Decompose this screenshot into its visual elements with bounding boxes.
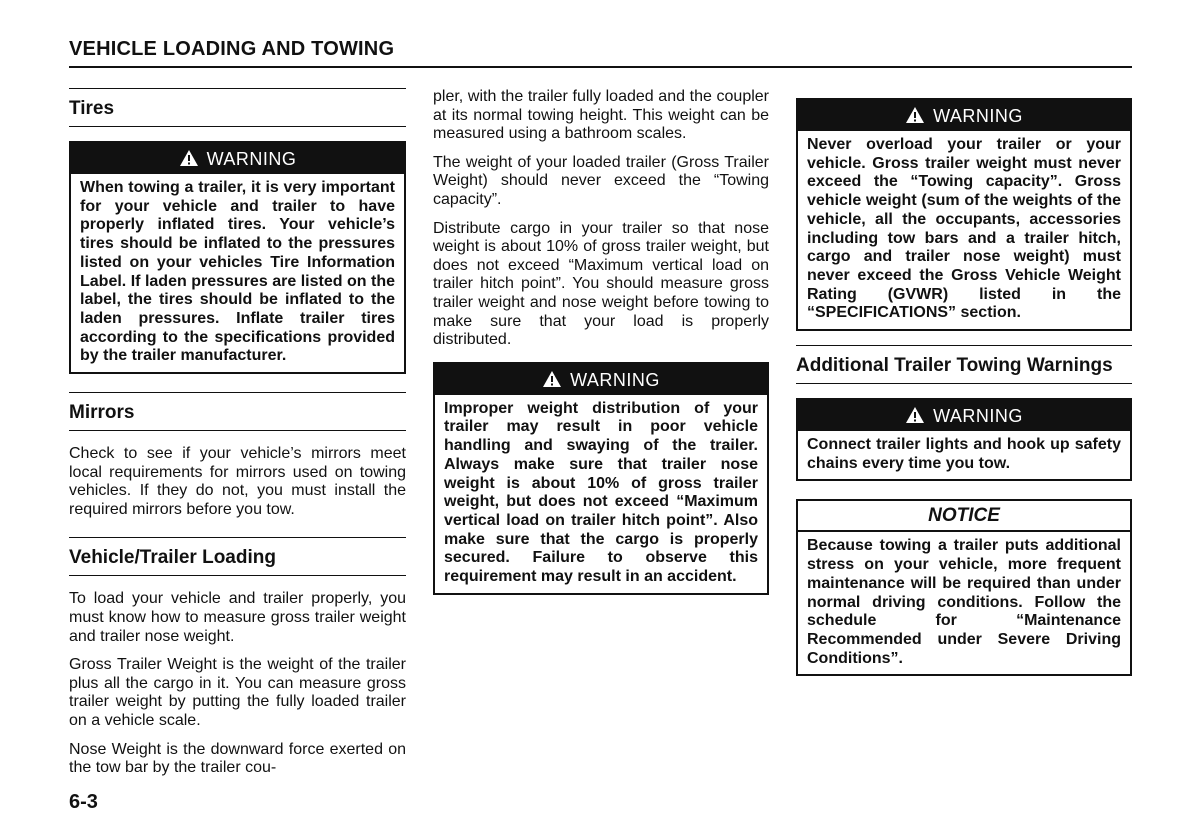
warning-triangle-icon [179,149,199,167]
section-title-mirrors: Mirrors [69,392,406,431]
paragraph-gross-trailer-weight: Gross Trailer Weight is the weight of the trailer plus all the cargo in it. You can measure gross trailer weight by putting the fully loaded trailer on a vehicle scale. [69,656,406,729]
section-title-loading: Vehicle/Trailer Loading [69,537,406,576]
warning-triangle-icon [905,106,925,124]
paragraph-distribute-cargo: Distribute cargo in your trailer so that nose weight is about 10% of gross trailer weight, but does not exceed “Maximum vertical load on trailer hitch point”. You should measure gross trailer weight and nose weight before towing to make sure that your load is properly distributed. [433,219,769,349]
warning-triangle-icon [905,406,925,424]
warning-box-weight-distribution [433,362,769,595]
warning-label: WARNING [206,149,297,169]
warning-text: Never overload your trailer or your vehicle. Gross trailer weight must never exceed the “Towing capacity”. Gross vehicle weight (sum of the weights of the vehicle, all the occupants, accessories including tow bars and a trailer hitch, cargo and trailer nose weight) must never exceed the Gross Vehicle Weight Rating (GVWR) listed in the “SPECIFICATIONS” section. [807,136,1121,322]
section-title-additional-warnings: Additional Trailer Towing Warnings [796,345,1132,384]
paragraph-towing-capacity: The weight of your loaded trailer (Gross Trailer Weight) should never exceed the “Towing capacity”. [433,153,769,208]
warning-text: Improper weight distribution of your trailer may result in poor vehicle handling and swaying of the trailer. Always make sure that trailer nose weight is about 10% of gross trailer weight, but does not exceed “Maximum vertical load on trailer hitch point”. Also make sure that the cargo is properly secured. Failure to observe this requirement may result in an accident. [444,399,758,586]
page-number: 6-3 [69,791,98,813]
warning-box-overload [796,98,1132,331]
section-title-tires: Tires [69,88,406,127]
paragraph-mirrors: Check to see if your vehicle’s mirrors meet local requirements for mirrors used on towing vehicles. If they do not, you must install the required mirrors before you tow. [69,445,406,518]
notice-text: Because towing a trailer puts additional stress on your vehicle, more frequent maintenance will be required than under normal driving conditions. Follow the schedule for “Maintenance Recommended under Severe Driving Conditions”. [807,537,1121,667]
notice-box-maintenance [796,499,1132,676]
paragraph-nose-weight: Nose Weight is the downward force exerted on the tow bar by the trailer cou- [69,740,406,777]
warning-header [435,364,767,395]
warning-triangle-icon [542,370,562,388]
warning-header [71,143,404,174]
paragraph-loading-intro: To load your vehicle and trailer properly, you must know how to measure gross trailer weight and trailer nose weight. [69,590,406,645]
warning-text: When towing a trailer, it is very important for your vehicle and trailer to have properly inflated tires. Your vehicle’s tires should be inflated to the pressures listed on your vehicles Tire Information Label. If laden pressures are listed on the label, the tires should be inflated to the laden pressures. Inflate trailer tires according to the specifications provided by the trailer manufacturer. [80,179,395,365]
warning-label: WARNING [933,106,1023,126]
notice-header: NOTICE [798,501,1130,532]
warning-box-lights-chains [796,398,1132,481]
warning-label: WARNING [933,406,1023,427]
page-header-title: VEHICLE LOADING AND TOWING [69,38,395,60]
warning-text: Connect trailer lights and hook up safety chains every time you tow. [807,436,1121,472]
warning-label: WARNING [570,369,660,390]
paragraph-coupler: pler, with the trailer fully loaded and the coupler at its normal towing height. This weight can be measured using a bathroom scales. [433,88,769,143]
warning-box-tires [69,141,406,374]
warning-header [798,100,1130,131]
column-middle [433,88,769,609]
warning-header [798,400,1130,431]
column-left [69,88,406,788]
column-right [796,88,1132,690]
header-rule [69,66,1132,68]
